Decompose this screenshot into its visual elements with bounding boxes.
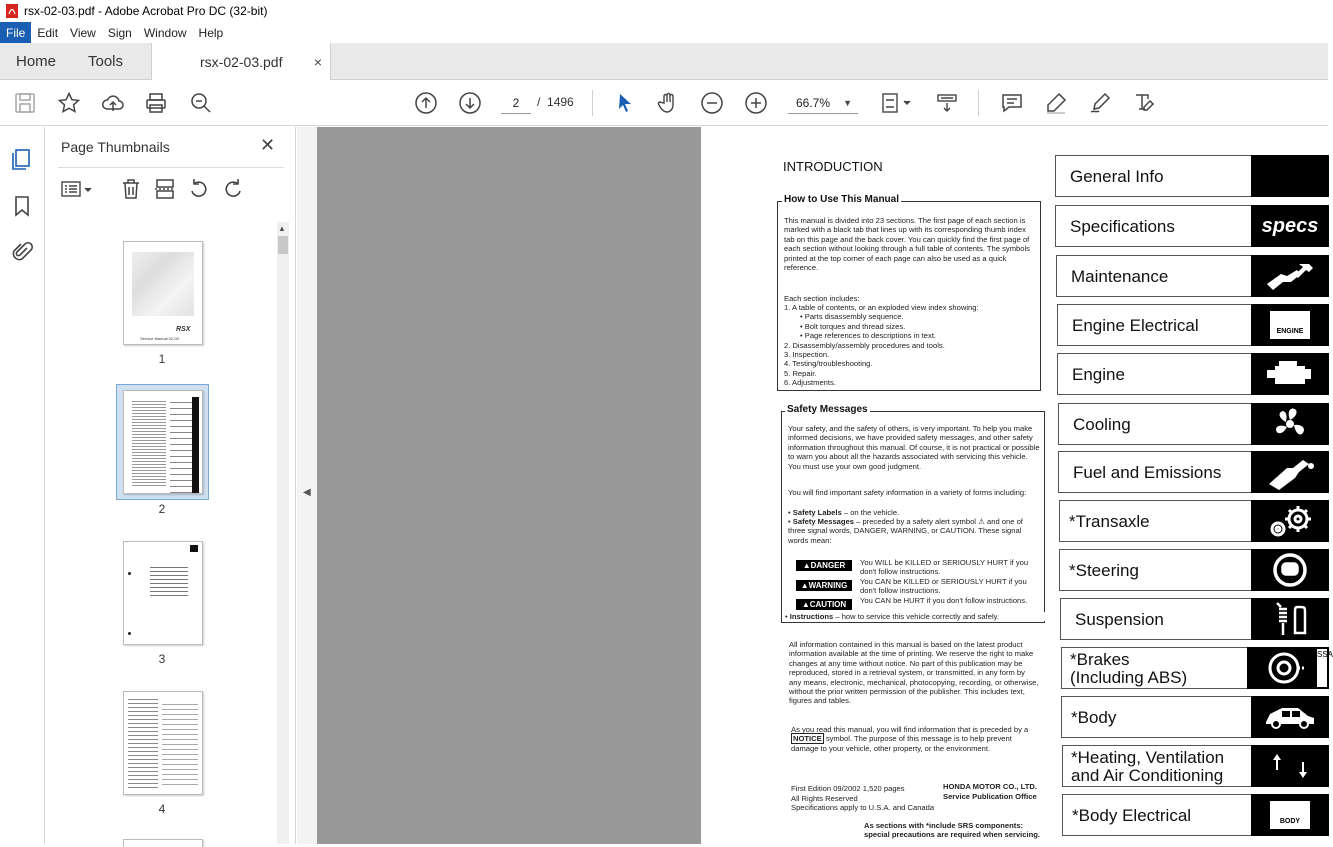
toolbar-divider: [592, 90, 593, 116]
caution-label: ▲CAUTION: [796, 599, 852, 610]
menu-file[interactable]: File: [0, 22, 31, 43]
thumbnail-text-lines: [132, 399, 166, 487]
page-thumbnail-4[interactable]: [123, 691, 203, 795]
panel-splitter[interactable]: [297, 127, 317, 844]
menu-sign[interactable]: Sign: [107, 25, 132, 40]
scroll-up-arrow-icon[interactable]: ▲: [278, 224, 286, 233]
edition-text: First Edition 09/2002 1,520 pages: [791, 784, 905, 793]
bookmark-icon[interactable]: [10, 194, 34, 218]
page-heading: INTRODUCTION: [783, 159, 883, 174]
info-paragraph: All information contained in this manual is based on the latest product information available at the time of printing. We reserve the right to make changes at any time without notice. No part of this publication may be reproduced, stored in a retrieval system, or transmitted, in any form by any means, electronic, mechanical, photocopying, recording, or otherwise, without the prior written permission of the publisher. This includes text, figures and tables.: [789, 640, 1039, 706]
specs-apply-text: Specifications apply to U.S.A. and Canada: [791, 803, 935, 812]
how-to-list-item: • Parts disassembly sequence.: [800, 312, 904, 322]
section-label: *Heating, Ventilation and Air Conditioning: [1071, 748, 1225, 785]
menu-edit[interactable]: Edit: [37, 25, 59, 40]
notice-paragraph: [791, 725, 1041, 753]
scroll-mode-icon[interactable]: [934, 90, 960, 116]
main-toolbar: [0, 80, 1328, 126]
page-thumbnails-icon[interactable]: [10, 147, 34, 171]
highlight-pen-icon[interactable]: [1043, 90, 1069, 116]
battery-tag: BODY: [1270, 801, 1310, 829]
how-to-use-box: [777, 201, 1041, 391]
gears-icon: [1251, 500, 1329, 542]
brake-disc-icon: [1247, 647, 1333, 689]
section-tab-brakes[interactable]: [1061, 647, 1333, 689]
select-cursor-icon[interactable]: [612, 90, 638, 116]
rotate-counterclockwise-icon[interactable]: [187, 177, 211, 201]
cover-caption: Service Manual 02-03: [140, 336, 179, 341]
how-to-list-intro: Each section includes:: [784, 294, 860, 303]
notice-pre: As you read this manual, you will find information that is preceded by a: [791, 725, 1029, 734]
how-to-list-item: 1. A table of contents, or an exploded view index showing:: [784, 303, 979, 312]
close-panel-icon[interactable]: ✕: [260, 135, 276, 155]
window-title: rsx-02-03.pdf - Adobe Acrobat Pro DC (32-bit): [24, 4, 268, 18]
section-tab-specifications[interactable]: [1055, 205, 1328, 247]
safety-title: Safety Messages: [787, 404, 868, 415]
section-tab-transaxle[interactable]: [1059, 500, 1328, 542]
safety-bullet-labels: • Safety Labels – on the vehicle.: [788, 508, 900, 517]
comment-icon[interactable]: [999, 90, 1025, 116]
section-label: Specifications: [1070, 217, 1175, 236]
cover-logo: RSX: [176, 326, 191, 333]
how-to-list-item: 5. Repair.: [784, 368, 817, 378]
page-fit-icon[interactable]: [880, 90, 914, 116]
safety-bullet-bold: Safety Messages: [792, 517, 854, 526]
panel-divider: [58, 167, 284, 168]
tab-tools[interactable]: Tools: [88, 53, 124, 70]
section-label: Maintenance: [1071, 267, 1169, 286]
section-tab-fuel-and-emissions[interactable]: [1058, 451, 1328, 493]
engine-block-icon: [1251, 353, 1329, 395]
section-label: Suspension: [1075, 610, 1164, 629]
rotate-clockwise-icon[interactable]: [221, 177, 245, 201]
zoom-in-icon[interactable]: [743, 90, 769, 116]
section-tab-general-info[interactable]: [1055, 155, 1328, 197]
section-tab-body[interactable]: [1061, 696, 1328, 738]
thumbnail-text-lines: [128, 696, 158, 788]
battery-engine-icon: [1251, 304, 1329, 346]
section-label: General Info: [1070, 167, 1164, 186]
title-bar: [0, 0, 1328, 22]
menu-help[interactable]: Help: [198, 25, 224, 40]
thumbnail-tabs-black: [192, 397, 199, 493]
safety-p1: Your safety, and the safety of others, is very important. To help you make informed decisions, we have provided safety messages, and other safety information throughout this manual. Of course, it is not practical or possible to warn you about all the hazards associated with servicing this vehicle. You must use your own good judgment.: [788, 424, 1040, 471]
insert-page-icon[interactable]: [153, 177, 177, 201]
page-thumbnail-1[interactable]: [123, 241, 203, 345]
battery-tag: ENGINE: [1270, 311, 1310, 339]
print-icon[interactable]: [143, 90, 169, 116]
scrollbar-thumb[interactable]: [278, 236, 288, 254]
steering-wheel-icon: [1251, 549, 1329, 591]
panel-title: Page Thumbnails: [61, 139, 170, 155]
collapse-panel-arrow-icon[interactable]: ◀: [303, 487, 311, 498]
safety-bullet-text: – how to service this vehicle correctly and safely.: [833, 612, 999, 621]
safety-messages-box: [781, 411, 1045, 623]
notice-word: NOTICE: [793, 734, 822, 744]
how-to-list: [784, 303, 1036, 388]
tab-document[interactable]: [151, 43, 331, 81]
page-thumbnails-panel: [46, 127, 296, 844]
warning-label: ▲WARNING: [796, 580, 852, 591]
section-tab-steering[interactable]: [1059, 549, 1328, 591]
document-viewport[interactable]: [317, 127, 1333, 844]
notice-post: symbol. The purpose of this message is to help prevent damage to your vehicle, other property, or the environment.: [791, 734, 1012, 753]
wrench-hand-icon: [1251, 255, 1329, 297]
battery-body-icon: [1251, 794, 1329, 836]
caution-text: You CAN be HURT if you don't follow instructions.: [860, 596, 1028, 605]
previous-page-icon[interactable]: [413, 90, 439, 116]
car-body-icon: [1251, 696, 1329, 738]
page-thumbnail-3[interactable]: [123, 541, 203, 645]
section-thumb-tab: [1251, 155, 1329, 197]
edit-text-icon[interactable]: [1131, 90, 1157, 116]
binder-hole: [128, 632, 131, 635]
left-navigation-rail: [0, 127, 45, 844]
how-to-list-item: 4. Testing/troubleshooting.: [784, 359, 873, 369]
zoom-out-icon[interactable]: [699, 90, 725, 116]
safety-p2: You will find important safety information in a variety of forms including:: [788, 488, 1027, 497]
how-to-list-item: 2. Disassembly/assembly procedures and tools.: [784, 340, 945, 350]
danger-text: You WILL be KILLED or SERIOUSLY HURT if you don't follow instructions.: [860, 558, 1029, 577]
find-zoom-icon[interactable]: [188, 90, 214, 116]
delete-page-icon[interactable]: [119, 177, 143, 201]
page-thumbnail-5[interactable]: [123, 839, 203, 847]
thumbnail-text-lines: [150, 564, 188, 598]
binder-hole: [128, 572, 131, 575]
thumbnail-figure: [162, 700, 198, 788]
thumbnail-tab-black: [190, 545, 198, 552]
zoom-level-value: 66.7%: [796, 96, 831, 110]
srs-note: As sections with *include SRS components: special precautions are required when servicing.: [864, 821, 1040, 840]
specs-icon: specs: [1251, 205, 1329, 247]
thumbnail-options-menu-icon[interactable]: [60, 177, 94, 201]
tab-home[interactable]: Home: [16, 53, 57, 70]
upload-cloud-icon[interactable]: [100, 90, 126, 116]
section-tab-suspension[interactable]: [1060, 598, 1328, 640]
close-tab-icon[interactable]: ×: [313, 54, 322, 70]
how-to-list-item: • Page references to descriptions in text.: [800, 331, 937, 341]
sign-pen-icon[interactable]: [1087, 90, 1113, 116]
rights-text: All Rights Reserved: [791, 794, 858, 803]
fan-icon: [1251, 403, 1329, 445]
cover-image: [132, 252, 194, 316]
menu-bar: [0, 22, 1328, 43]
thumbnail-label: 2: [158, 502, 166, 516]
danger-label: ▲DANGER: [796, 560, 852, 571]
menu-view[interactable]: View: [70, 25, 96, 40]
thumbnail-label: 1: [158, 352, 166, 366]
page-count: [537, 95, 574, 109]
zoom-level-select[interactable]: [788, 92, 858, 114]
section-tab-engine[interactable]: [1057, 353, 1328, 395]
fuel-nozzle-icon: [1251, 451, 1329, 493]
how-to-title: How to Use This Manual: [784, 194, 900, 205]
brake-side-letters: SSA: [1317, 649, 1327, 687]
section-label: *Body: [1071, 708, 1117, 727]
section-label: Fuel and Emissions: [1073, 463, 1222, 482]
next-page-icon[interactable]: [457, 90, 483, 116]
section-label: Engine: [1072, 365, 1125, 384]
how-to-list-item: 6. Adjustments.: [784, 378, 836, 388]
section-tab-body-electrical[interactable]: [1062, 794, 1328, 836]
safety-bullet-text: – on the vehicle.: [841, 508, 900, 517]
chevron-down-icon: ▼: [843, 98, 852, 108]
safety-bullet-bold: Instructions: [789, 612, 834, 621]
section-label: *Transaxle: [1069, 512, 1150, 531]
section-tab-hvac[interactable]: [1062, 745, 1328, 787]
page-separator: /: [537, 95, 541, 109]
section-tab-engine-electrical[interactable]: [1057, 304, 1328, 346]
thumbnail-label: 3: [158, 652, 166, 666]
attachment-icon[interactable]: [10, 240, 34, 264]
safety-bullet-instructions: • Instructions – how to service this vehicle correctly and safely.: [785, 612, 1049, 621]
section-label: Engine Electrical: [1072, 316, 1199, 335]
airflow-icon: [1251, 745, 1329, 787]
section-tab-cooling[interactable]: [1058, 403, 1328, 445]
publisher-office-text: Service Publication Office: [943, 792, 1037, 801]
section-label: *Steering: [1069, 561, 1139, 580]
page-thumbnail-2[interactable]: [123, 390, 203, 494]
tab-document-label: rsx-02-03.pdf: [200, 54, 283, 70]
star-icon[interactable]: [56, 90, 82, 116]
thumbnail-label: 4: [158, 802, 166, 816]
publisher-text: HONDA MOTOR CO., LTD.: [943, 782, 1037, 791]
how-to-list-item: • Bolt torques and thread sizes.: [800, 321, 906, 331]
acrobat-pdf-icon: [5, 4, 19, 18]
section-label: Cooling: [1073, 415, 1131, 434]
hand-tool-icon[interactable]: [655, 90, 681, 116]
how-to-body: This manual is divided into 23 sections. The first page of each section is marked with a black tab that lines up with its corresponding thumb index tab on this page and the back cover. You can quickly find the first page of each section without looking through a full table of contents. The symbols printed at the top corner of each page can also be used as a quick reference.: [784, 216, 1030, 273]
safety-bullet-bold: Safety Labels: [792, 508, 842, 517]
how-to-list-item: 3. Inspection.: [784, 350, 830, 360]
section-label: *Brakes (Including ABS): [1070, 650, 1188, 687]
page-number-input[interactable]: 2: [501, 92, 531, 114]
toolbar-divider: [978, 90, 979, 116]
safety-bullet-messages: • Safety Messages – preceded by a safety alert symbol ⚠ and one of three signal words, DANGER, WARNING, or CAUTION. These signal words mean:: [788, 517, 1023, 545]
pdf-page: [701, 127, 1333, 844]
thumbnail-scrollbar[interactable]: [277, 222, 289, 844]
section-label: *Body Electrical: [1072, 806, 1192, 825]
warning-text: You CAN be KILLED or SERIOUSLY HURT if you don't follow instructions.: [860, 577, 1027, 596]
menu-window[interactable]: Window: [143, 25, 187, 40]
safety-bullet-text: – preceded by a safety alert symbol ⚠ and one of three signal words, DANGER, WARNING, or CAUTION. These signal words mean:: [788, 517, 1023, 545]
shock-absorber-icon: [1251, 598, 1329, 640]
tab-row: [0, 43, 1328, 80]
save-icon[interactable]: [12, 90, 38, 116]
section-tab-maintenance[interactable]: [1056, 255, 1328, 297]
total-pages: 1496: [547, 95, 574, 109]
